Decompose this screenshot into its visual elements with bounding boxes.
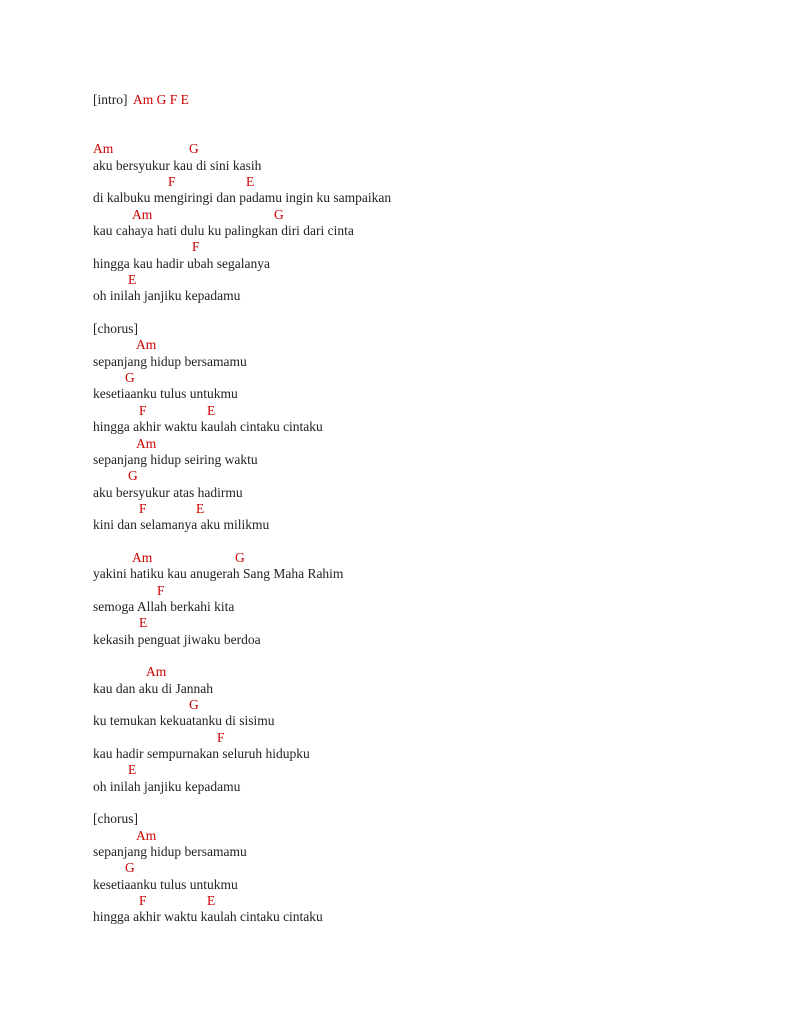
lyric-line: oh inilah janjiku kepadamu bbox=[93, 288, 241, 303]
lyric-line: kesetiaanku tulus untukmu bbox=[93, 877, 238, 892]
chord: E bbox=[207, 403, 216, 418]
lyric-line: sepanjang hidup bersamamu bbox=[93, 354, 247, 369]
chord: E bbox=[207, 893, 216, 908]
lyric-line: sepanjang hidup bersamamu bbox=[93, 844, 247, 859]
chord: F bbox=[157, 583, 165, 598]
chord: G bbox=[128, 468, 138, 483]
chord: Am bbox=[136, 828, 157, 843]
lyric-line: aku bersyukur atas hadirmu bbox=[93, 485, 243, 500]
chord: Am bbox=[132, 207, 153, 222]
chord: F bbox=[139, 501, 147, 516]
chord: F bbox=[139, 403, 147, 418]
lyric-line: aku bersyukur kau di sini kasih bbox=[93, 158, 262, 173]
section-label-chorus: [chorus] bbox=[93, 811, 138, 826]
lyric-line: kesetiaanku tulus untukmu bbox=[93, 386, 238, 401]
chord: G bbox=[125, 370, 135, 385]
chord: E bbox=[139, 615, 148, 630]
section-label-chorus: [chorus] bbox=[93, 321, 138, 336]
chord: G bbox=[235, 550, 245, 565]
chord: F bbox=[217, 730, 225, 745]
lyric-line: kau hadir sempurnakan seluruh hidupku bbox=[93, 746, 310, 761]
lyric-line: kini dan selamanya aku milikmu bbox=[93, 517, 270, 532]
chord: G bbox=[274, 207, 284, 222]
chord: F bbox=[139, 893, 147, 908]
lyric-line: hingga akhir waktu kaulah cintaku cintaku bbox=[93, 909, 323, 924]
lyric-line: oh inilah janjiku kepadamu bbox=[93, 779, 241, 794]
chord: G bbox=[125, 860, 135, 875]
chord: Am bbox=[93, 141, 114, 156]
chord: G bbox=[189, 697, 199, 712]
chord: E bbox=[128, 762, 137, 777]
chord: Am bbox=[136, 337, 157, 352]
lyric-line: ku temukan kekuatanku di sisimu bbox=[93, 713, 275, 728]
lyric-line: kekasih penguat jiwaku berdoa bbox=[93, 632, 261, 647]
intro-label: [intro] bbox=[93, 92, 128, 107]
lyric-line: semoga Allah berkahi kita bbox=[93, 599, 235, 614]
chord: Am bbox=[136, 436, 157, 451]
chord: Am bbox=[146, 664, 167, 679]
intro-chords: Am G F E bbox=[133, 92, 189, 107]
lyric-line: yakini hatiku kau anugerah Sang Maha Rahim bbox=[93, 566, 344, 581]
chord: G bbox=[189, 141, 199, 156]
lyric-line: kau dan aku di Jannah bbox=[93, 681, 213, 696]
lyric-line: kau cahaya hati dulu ku palingkan diri dari cinta bbox=[93, 223, 354, 238]
chord: F bbox=[168, 174, 176, 189]
lyric-line: hingga akhir waktu kaulah cintaku cintaku bbox=[93, 419, 323, 434]
lyric-line: di kalbuku mengiringi dan padamu ingin ku sampaikan bbox=[93, 190, 392, 205]
chord: E bbox=[196, 501, 205, 516]
chord: E bbox=[128, 272, 137, 287]
chord: E bbox=[246, 174, 255, 189]
chord: Am bbox=[132, 550, 153, 565]
chord: F bbox=[192, 239, 200, 254]
lyric-line: hingga kau hadir ubah segalanya bbox=[93, 256, 270, 271]
lyric-line: sepanjang hidup seiring waktu bbox=[93, 452, 258, 467]
